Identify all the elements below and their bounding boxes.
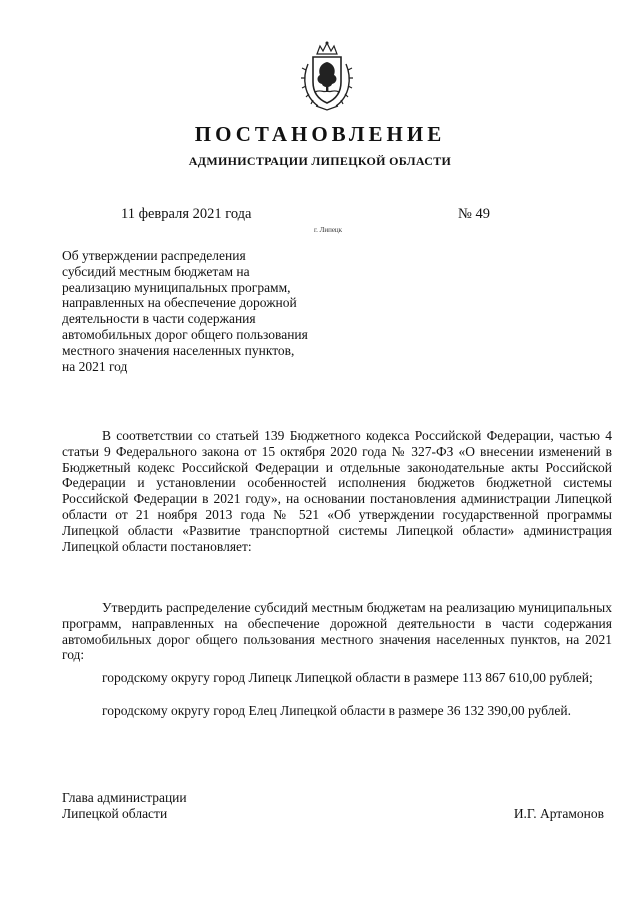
subject-line: Об утверждении распределения (62, 248, 246, 263)
subject-line: направленных на обеспечение дорожной (62, 295, 297, 311)
subject-line: деятельности в части содержания (62, 311, 256, 327)
document-city: г. Липецк (314, 226, 343, 234)
subject-line: местного значения населенных пунктов, (62, 342, 295, 358)
document-subtitle: АДМИНИСТРАЦИИ ЛИПЕЦКОЙ ОБЛАСТИ (188, 154, 452, 168)
subject-line: автомобильных дорог общего пользования (62, 326, 308, 342)
coat-of-arms-icon (298, 40, 356, 112)
document-date: 11 февраля 2021 года (121, 206, 252, 222)
document-title: ПОСТАНОВЛЕНИЕ (194, 122, 446, 146)
allocation-item-elets: городскому округу город Елец Липецкой области в размере 36 132 390,00 рублей. (102, 703, 571, 718)
preamble-paragraph: В соответствии со статьей 139 Бюджетного кодекса Российской Федерации, частью 4 статьи 9 Федерального закона от 15 октября 2020 года № 327-ФЗ «О внесении изменений в Бюджетный кодекс Российской Федерации и отдельные законодательные акты Российской Федерации и установлении особенностей исполнения бюджетов бюджетной системы Российской Федерации в 2021 году», на основании постановления администрации Липецкой области от 21 ноября 2013 года № 521 «Об утверждении государственной программы Липецкой области «Развитие транспортной системы Липецкой области» администрация Липецкой области постановляет: (62, 428, 612, 554)
subject-line: реализацию муниципальных программ, (62, 279, 291, 295)
resolution-paragraph: Утвердить распределение субсидий местным бюджетам на реализацию муниципальных программ, направленных на обеспечение дорожной деятельности в части содержания автомобильных дорог общего пользования местного значения населенных пунктов, на 2021 год: (62, 600, 612, 663)
document-subject (62, 248, 362, 374)
allocation-item-lipetsk: городскому округу город Липецк Липецкой области в размере 113 867 610,00 рублей; (102, 670, 593, 685)
signatory-position (62, 790, 187, 822)
signatory-position-line: Глава администрации (62, 790, 187, 805)
document-number: № 49 (458, 206, 490, 222)
subject-line: на 2021 год (62, 358, 128, 374)
subject-line: субсидий местным бюджетам на (62, 263, 250, 279)
signatory-position-line: Липецкой области (62, 806, 168, 821)
signatory-name: И.Г. Артамонов (513, 806, 604, 821)
